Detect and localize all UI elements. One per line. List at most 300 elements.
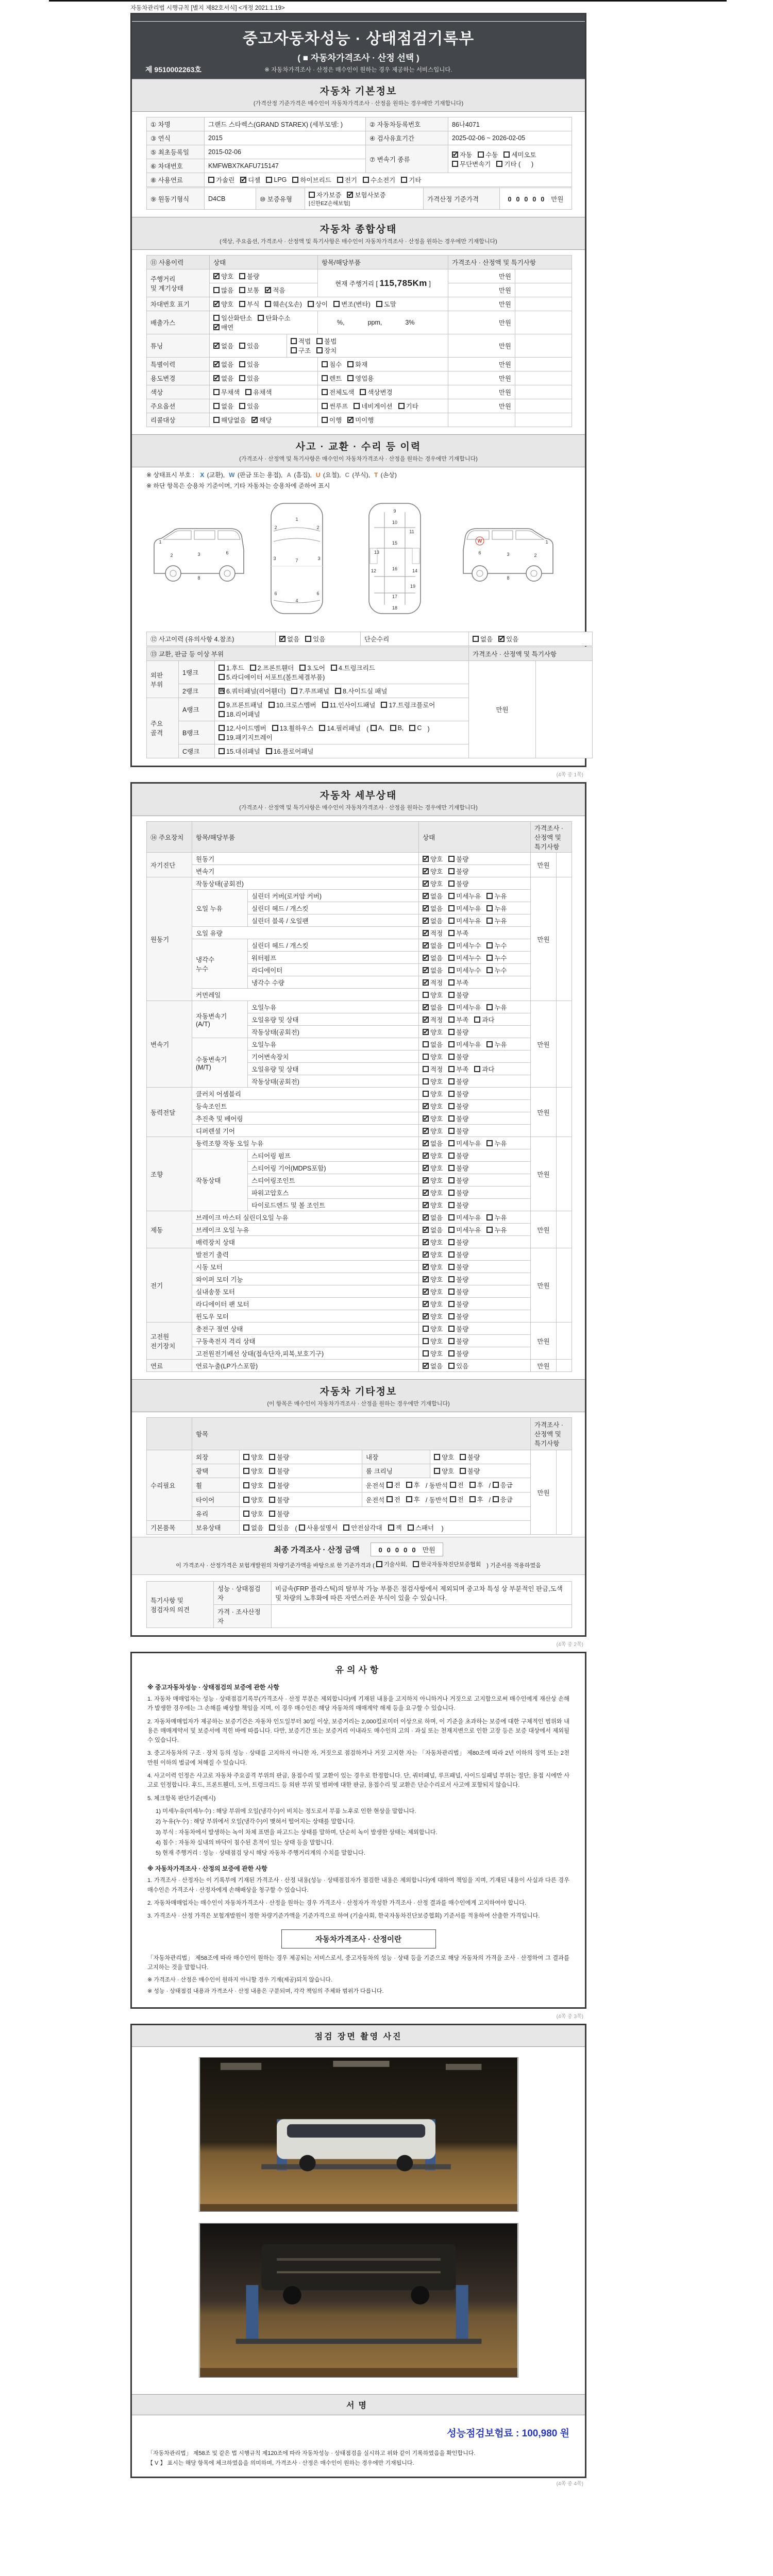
- checkbox-box[interactable]: [423, 1301, 429, 1307]
- checkbox-양호[interactable]: [243, 1452, 263, 1462]
- checkbox-양호[interactable]: [243, 1509, 263, 1518]
- checkbox-미세누수[interactable]: [448, 941, 481, 950]
- checkbox-box[interactable]: [251, 417, 258, 423]
- checkbox-box[interactable]: [423, 868, 429, 874]
- checkbox-양호[interactable]: [423, 867, 443, 876]
- checkbox-box[interactable]: [423, 1054, 429, 1060]
- checkbox-box[interactable]: [423, 1338, 429, 1344]
- checkbox-box[interactable]: [448, 1103, 455, 1109]
- checkbox-미세누유[interactable]: [448, 1225, 481, 1234]
- checkbox-box[interactable]: [243, 1468, 249, 1474]
- checkbox-스패너[interactable]: [408, 1523, 434, 1532]
- checkbox-양호[interactable]: [243, 1481, 263, 1490]
- checkbox-box[interactable]: [486, 955, 493, 961]
- checkbox-box[interactable]: [423, 1202, 429, 1208]
- checkbox-17.트렁크플로어[interactable]: [381, 700, 435, 709]
- checkbox-box[interactable]: [423, 1115, 429, 1122]
- checkbox-8.사이드실 패널[interactable]: [335, 686, 387, 696]
- checkbox-box[interactable]: [347, 417, 354, 423]
- checkbox-네비게이션[interactable]: [354, 401, 392, 411]
- checkbox-미이행[interactable]: [347, 415, 374, 425]
- checkbox-box[interactable]: [496, 161, 502, 167]
- checkbox-양호[interactable]: [423, 1151, 443, 1160]
- checkbox-box[interactable]: [434, 1454, 440, 1460]
- checkbox-box[interactable]: [239, 375, 245, 381]
- checkbox-box[interactable]: [299, 1524, 305, 1531]
- checkbox-불량[interactable]: [448, 1101, 468, 1111]
- checkbox-box[interactable]: [347, 192, 353, 198]
- checkbox-9.프론트패널[interactable]: [219, 700, 263, 709]
- checkbox-box[interactable]: [486, 905, 493, 911]
- checkbox-box[interactable]: [503, 151, 510, 158]
- checkbox-box[interactable]: [474, 1066, 480, 1072]
- checkbox-부족[interactable]: [448, 928, 468, 938]
- checkbox-box[interactable]: [448, 967, 455, 973]
- checkbox-불량[interactable]: [269, 1481, 289, 1490]
- checkbox-후[interactable]: [469, 1495, 483, 1504]
- checkbox-일산화탄소[interactable]: [213, 313, 252, 323]
- checkbox-box[interactable]: [423, 1350, 429, 1357]
- checkbox-불량[interactable]: [448, 1349, 468, 1358]
- checkbox-양호[interactable]: [423, 1052, 443, 1061]
- checkbox-매연[interactable]: [213, 323, 233, 332]
- checkbox-box[interactable]: [269, 1511, 275, 1517]
- checkbox-양호[interactable]: [423, 1312, 443, 1321]
- checkbox-box[interactable]: [423, 1029, 429, 1035]
- checkbox-box[interactable]: [423, 992, 429, 998]
- checkbox-box[interactable]: [423, 1190, 429, 1196]
- checkbox-box[interactable]: [213, 375, 220, 381]
- checkbox-잭[interactable]: [388, 1523, 402, 1532]
- checkbox-box[interactable]: [239, 343, 245, 349]
- checkbox-box[interactable]: [258, 315, 264, 321]
- checkbox-전[interactable]: [386, 1495, 400, 1504]
- checkbox-box[interactable]: [309, 192, 315, 198]
- checkbox-box[interactable]: [305, 636, 311, 642]
- checkbox-상이[interactable]: [308, 299, 328, 309]
- checkbox-양호[interactable]: [423, 1299, 443, 1309]
- checkbox-불량[interactable]: [448, 1299, 468, 1309]
- checkbox-10.크로스멤버[interactable]: [268, 700, 316, 709]
- checkbox-box[interactable]: [450, 1482, 456, 1488]
- checkbox-box[interactable]: [448, 1091, 455, 1097]
- checkbox-box[interactable]: [486, 1214, 493, 1221]
- checkbox-box[interactable]: [213, 343, 220, 349]
- checkbox-양호[interactable]: [423, 1349, 443, 1358]
- checkbox-box[interactable]: [448, 1029, 455, 1035]
- checkbox-5.라디에이터 서포트(볼트체결부품)[interactable]: [219, 672, 325, 682]
- checkbox-box[interactable]: [434, 1468, 440, 1474]
- checkbox-box[interactable]: [486, 967, 493, 973]
- checkbox-box[interactable]: [322, 403, 328, 409]
- checkbox-box[interactable]: [423, 1128, 429, 1134]
- checkbox-양호[interactable]: [423, 1336, 443, 1346]
- checkbox-box[interactable]: [371, 725, 377, 731]
- checkbox-2.프론트휀더[interactable]: [250, 663, 294, 672]
- checkbox-불량[interactable]: [269, 1466, 289, 1476]
- checkbox-box[interactable]: [388, 1524, 394, 1531]
- checkbox-해당없음[interactable]: [213, 415, 246, 425]
- checkbox-양호[interactable]: [423, 1250, 443, 1259]
- checkbox-양호[interactable]: [423, 1262, 443, 1272]
- checkbox-적정[interactable]: [423, 1015, 443, 1024]
- checkbox-box[interactable]: [423, 1091, 429, 1097]
- checkbox-box[interactable]: [269, 1497, 275, 1503]
- checkbox-box[interactable]: [423, 942, 429, 948]
- checkbox-box[interactable]: [331, 665, 337, 671]
- checkbox-box[interactable]: [448, 1251, 455, 1258]
- checkbox-box[interactable]: [269, 1468, 275, 1474]
- checkbox-적정[interactable]: [423, 928, 443, 938]
- checkbox-box[interactable]: [213, 273, 220, 279]
- checkbox-box[interactable]: [390, 725, 396, 731]
- checkbox-없음[interactable]: [423, 1040, 443, 1049]
- checkbox-불량[interactable]: [448, 1027, 468, 1037]
- checkbox-box[interactable]: [406, 1482, 412, 1488]
- checkbox-box[interactable]: [239, 403, 245, 409]
- checkbox-가솔린[interactable]: [208, 175, 234, 184]
- checkbox-box[interactable]: [239, 287, 245, 293]
- checkbox-box[interactable]: [423, 1140, 429, 1146]
- checkbox-불량[interactable]: [448, 1287, 468, 1296]
- checkbox-불량[interactable]: [269, 1509, 289, 1518]
- checkbox-box[interactable]: [322, 361, 328, 367]
- checkbox-box[interactable]: [376, 301, 382, 307]
- checkbox-box[interactable]: [279, 636, 285, 642]
- checkbox-수소전기[interactable]: [363, 175, 395, 184]
- checkbox-양호[interactable]: [423, 1287, 443, 1296]
- checkbox-있음[interactable]: [305, 634, 325, 643]
- checkbox-box[interactable]: [213, 389, 220, 395]
- checkbox-불량[interactable]: [448, 867, 468, 876]
- checkbox-box[interactable]: [493, 1482, 499, 1488]
- checkbox-불량[interactable]: [448, 1052, 468, 1061]
- checkbox-13.휠하우스[interactable]: [272, 723, 314, 733]
- checkbox-불량[interactable]: [448, 990, 468, 999]
- checkbox-box[interactable]: [448, 1326, 455, 1332]
- checkbox-보통[interactable]: [239, 285, 259, 295]
- checkbox-11.인사이드패널[interactable]: [322, 700, 376, 709]
- checkbox-전[interactable]: [386, 1480, 400, 1489]
- checkbox-box[interactable]: [448, 1338, 455, 1344]
- checkbox-box[interactable]: [322, 375, 328, 381]
- checkbox-box[interactable]: [343, 1524, 349, 1531]
- checkbox-전[interactable]: [450, 1480, 464, 1489]
- checkbox-불량[interactable]: [448, 1077, 468, 1086]
- checkbox-box[interactable]: [423, 918, 429, 924]
- checkbox-LPG[interactable]: [266, 176, 287, 183]
- checkbox-없음[interactable]: [279, 634, 299, 643]
- checkbox-box[interactable]: [423, 1041, 429, 1047]
- checkbox-box[interactable]: [363, 177, 369, 183]
- checkbox-불량[interactable]: [269, 1495, 289, 1504]
- checkbox-box[interactable]: [448, 992, 455, 998]
- checkbox-탄화수소[interactable]: [258, 313, 290, 323]
- checkbox-box[interactable]: [448, 1016, 455, 1023]
- checkbox-없음[interactable]: [423, 891, 443, 901]
- checkbox-사용설명서[interactable]: [299, 1523, 338, 1532]
- checkbox-box[interactable]: [322, 417, 328, 423]
- checkbox-없음[interactable]: [423, 1225, 443, 1234]
- checkbox-box[interactable]: [266, 177, 272, 183]
- checkbox-많음[interactable]: [213, 285, 233, 295]
- checkbox-box[interactable]: [409, 725, 415, 731]
- checkbox-없음[interactable]: [423, 1361, 443, 1370]
- checkbox-양호[interactable]: [423, 1324, 443, 1333]
- checkbox-보험사보증[interactable]: [347, 190, 385, 199]
- checkbox-box[interactable]: [243, 1454, 249, 1460]
- checkbox-기타 ( )[interactable]: [496, 159, 533, 168]
- checkbox-box[interactable]: [486, 942, 493, 948]
- checkbox-안전삼각대[interactable]: [343, 1523, 382, 1532]
- checkbox-없음[interactable]: [213, 401, 233, 411]
- checkbox-box[interactable]: [448, 1301, 455, 1307]
- checkbox-불량[interactable]: [448, 1324, 468, 1333]
- checkbox-불량[interactable]: [448, 1336, 468, 1346]
- checkbox-box[interactable]: [219, 674, 225, 680]
- checkbox-box[interactable]: [423, 1239, 429, 1245]
- checkbox-응급[interactable]: [493, 1480, 513, 1489]
- checkbox-3.도어[interactable]: [299, 663, 325, 672]
- checkbox-불량[interactable]: [448, 1126, 468, 1136]
- checkbox-box[interactable]: [423, 1004, 429, 1010]
- checkbox-불량[interactable]: [448, 1163, 468, 1173]
- checkbox-부족[interactable]: [448, 1064, 468, 1074]
- checkbox-box[interactable]: [347, 375, 354, 381]
- checkbox-있음[interactable]: [239, 360, 259, 369]
- checkbox-19.패키지트레이[interactable]: [219, 733, 273, 742]
- checkbox-box[interactable]: [245, 389, 251, 395]
- checkbox-box[interactable]: [448, 918, 455, 924]
- checkbox-없음[interactable]: [213, 374, 233, 383]
- checkbox-미세누유[interactable]: [448, 1139, 481, 1148]
- checkbox-유채색[interactable]: [245, 387, 272, 397]
- checkbox-box[interactable]: [478, 151, 484, 158]
- checkbox-box[interactable]: [423, 979, 429, 986]
- checkbox-과다[interactable]: [474, 1064, 494, 1074]
- checkbox-box[interactable]: [381, 702, 387, 708]
- checkbox-양호[interactable]: [434, 1452, 454, 1462]
- checkbox-미세누수[interactable]: [448, 953, 481, 962]
- checkbox-box[interactable]: [448, 1264, 455, 1270]
- checkbox-양호[interactable]: [423, 1275, 443, 1284]
- checkbox-없음[interactable]: [213, 341, 233, 350]
- checkbox-기타[interactable]: [398, 401, 418, 411]
- checkbox-없음[interactable]: [473, 634, 493, 643]
- checkbox-box[interactable]: [316, 338, 323, 344]
- checkbox-적법[interactable]: [291, 336, 311, 346]
- checkbox-기타[interactable]: [401, 175, 421, 184]
- checkbox-box[interactable]: [219, 711, 225, 717]
- checkbox-box[interactable]: [213, 324, 220, 330]
- checkbox-미세누유[interactable]: [448, 904, 481, 913]
- checkbox-box[interactable]: [322, 702, 328, 708]
- checkbox-box[interactable]: [493, 1496, 499, 1502]
- checkbox-box[interactable]: [423, 1276, 429, 1282]
- checkbox-box[interactable]: [269, 1524, 275, 1531]
- checkbox-box[interactable]: [265, 301, 271, 307]
- checkbox-12.사이드멤버[interactable]: [219, 723, 266, 733]
- checkbox-box[interactable]: [423, 893, 429, 899]
- checkbox-침수[interactable]: [322, 360, 342, 369]
- checkbox-전[interactable]: [450, 1495, 464, 1504]
- checkbox-없음[interactable]: [423, 965, 443, 975]
- checkbox-응급[interactable]: [493, 1495, 513, 1504]
- checkbox-양호[interactable]: [434, 1466, 454, 1476]
- checkbox-box[interactable]: [354, 403, 360, 409]
- checkbox-box[interactable]: [448, 979, 455, 986]
- checkbox-도말[interactable]: [376, 299, 396, 309]
- checkbox-box[interactable]: [213, 287, 220, 293]
- checkbox-구조[interactable]: [291, 346, 311, 355]
- checkbox-box[interactable]: [486, 1140, 493, 1146]
- checkbox-양호[interactable]: [423, 879, 443, 888]
- checkbox-box[interactable]: [386, 1482, 393, 1488]
- checkbox-box[interactable]: [423, 1289, 429, 1295]
- checkbox-box[interactable]: [448, 1289, 455, 1295]
- checkbox-불량[interactable]: [460, 1466, 480, 1476]
- checkbox-box[interactable]: [386, 1496, 393, 1502]
- checkbox-6.쿼터패널(리어휀더)[interactable]: [219, 686, 285, 696]
- checkbox-box[interactable]: [448, 1239, 455, 1245]
- checkbox-불법[interactable]: [316, 336, 337, 346]
- checkbox-box[interactable]: [486, 1041, 493, 1047]
- checkbox-미세누유[interactable]: [448, 916, 481, 925]
- checkbox-box[interactable]: [423, 930, 429, 936]
- checkbox-box[interactable]: [473, 636, 479, 642]
- checkbox-box[interactable]: [423, 856, 429, 862]
- checkbox-box[interactable]: [423, 1153, 429, 1159]
- checkbox-box[interactable]: [291, 338, 297, 344]
- checkbox-box[interactable]: [448, 856, 455, 862]
- checkbox-box[interactable]: [423, 1177, 429, 1183]
- checkbox-box[interactable]: [448, 942, 455, 948]
- checkbox-box[interactable]: [239, 361, 245, 367]
- checkbox-box[interactable]: [452, 151, 458, 158]
- checkbox-썬루프[interactable]: [322, 401, 348, 411]
- checkbox-box[interactable]: [269, 1482, 275, 1488]
- checkbox-box[interactable]: [239, 273, 245, 279]
- checkbox-미세누유[interactable]: [448, 1213, 481, 1222]
- checkbox-box[interactable]: [486, 1227, 493, 1233]
- checkbox-box[interactable]: [239, 301, 245, 307]
- checkbox-있음[interactable]: [498, 634, 518, 643]
- checkbox-A,[interactable]: [371, 724, 384, 732]
- checkbox-box[interactable]: [219, 665, 225, 671]
- checkbox-양호[interactable]: [213, 272, 233, 281]
- checkbox-양호[interactable]: [423, 1126, 443, 1136]
- checkbox-box[interactable]: [423, 1363, 429, 1369]
- checkbox-변조(변타)[interactable]: [333, 299, 371, 309]
- checkbox-없음[interactable]: [423, 904, 443, 913]
- checkbox-box[interactable]: [308, 301, 314, 307]
- checkbox-렌트[interactable]: [322, 374, 342, 383]
- checkbox-box[interactable]: [423, 955, 429, 961]
- checkbox-box[interactable]: [486, 918, 493, 924]
- checkbox-box[interactable]: [450, 1496, 456, 1502]
- checkbox-box[interactable]: [376, 1561, 382, 1567]
- checkbox-box[interactable]: [452, 161, 458, 167]
- checkbox-누유[interactable]: [486, 1003, 507, 1012]
- checkbox-box[interactable]: [272, 725, 278, 731]
- checkbox-양호[interactable]: [423, 1238, 443, 1247]
- checkbox-있음[interactable]: [269, 1523, 289, 1532]
- checkbox-있음[interactable]: [239, 374, 259, 383]
- checkbox-적정[interactable]: [423, 1064, 443, 1074]
- w-mark-icon[interactable]: [219, 688, 225, 694]
- checkbox-불량[interactable]: [239, 272, 259, 281]
- checkbox-box[interactable]: [448, 905, 455, 911]
- checkbox-불량[interactable]: [269, 1452, 289, 1462]
- checkbox-한국자동차진단보증협회[interactable]: [413, 1560, 481, 1568]
- checkbox-box[interactable]: [243, 1482, 249, 1488]
- checkbox-불량[interactable]: [448, 1114, 468, 1123]
- checkbox-box[interactable]: [299, 665, 306, 671]
- checkbox-미세누유[interactable]: [448, 1003, 481, 1012]
- checkbox-box[interactable]: [448, 930, 455, 936]
- checkbox-없음[interactable]: [423, 1003, 443, 1012]
- checkbox-양호[interactable]: [423, 1089, 443, 1098]
- checkbox-box[interactable]: [423, 1103, 429, 1109]
- checkbox-15.대쉬패널[interactable]: [219, 747, 260, 756]
- checkbox-box[interactable]: [423, 1214, 429, 1221]
- checkbox-box[interactable]: [448, 1202, 455, 1208]
- checkbox-box[interactable]: [322, 389, 328, 395]
- checkbox-양호[interactable]: [423, 1188, 443, 1197]
- checkbox-하이브리드[interactable]: [292, 175, 331, 184]
- checkbox-누수[interactable]: [486, 953, 507, 962]
- checkbox-미세누수[interactable]: [448, 965, 481, 975]
- checkbox-없음[interactable]: [243, 1523, 263, 1532]
- checkbox-box[interactable]: [423, 1264, 429, 1270]
- checkbox-box[interactable]: [448, 1066, 455, 1072]
- checkbox-box[interactable]: [423, 967, 429, 973]
- checkbox-자동[interactable]: [452, 150, 472, 159]
- checkbox-box[interactable]: [213, 315, 220, 321]
- checkbox-box[interactable]: [219, 734, 225, 740]
- checkbox-누유[interactable]: [486, 891, 507, 901]
- checkbox-누수[interactable]: [486, 965, 507, 975]
- checkbox-무단변속기[interactable]: [452, 159, 491, 168]
- checkbox-양호[interactable]: [423, 1077, 443, 1086]
- checkbox-box[interactable]: [316, 347, 323, 353]
- checkbox-box[interactable]: [423, 1078, 429, 1084]
- checkbox-없음[interactable]: [213, 360, 233, 369]
- checkbox-box[interactable]: [448, 1227, 455, 1233]
- checkbox-box[interactable]: [291, 688, 297, 694]
- checkbox-부족[interactable]: [448, 1015, 468, 1024]
- checkbox-box[interactable]: [213, 361, 220, 367]
- checkbox-수동[interactable]: [478, 150, 498, 159]
- checkbox-box[interactable]: [243, 1497, 249, 1503]
- checkbox-box[interactable]: [333, 301, 340, 307]
- checkbox-box[interactable]: [448, 1115, 455, 1122]
- checkbox-box[interactable]: [347, 361, 354, 367]
- checkbox-4.트렁크리드[interactable]: [331, 663, 375, 672]
- checkbox-box[interactable]: [460, 1454, 466, 1460]
- checkbox-누유[interactable]: [486, 1213, 507, 1222]
- checkbox-없음[interactable]: [423, 953, 443, 962]
- checkbox-box[interactable]: [486, 1004, 493, 1010]
- checkbox-양호[interactable]: [423, 1176, 443, 1185]
- checkbox-양호[interactable]: [243, 1466, 263, 1476]
- checkbox-이행[interactable]: [322, 415, 342, 425]
- checkbox-box[interactable]: [250, 665, 256, 671]
- checkbox-누수[interactable]: [486, 941, 507, 950]
- checkbox-box[interactable]: [401, 177, 407, 183]
- checkbox-box[interactable]: [219, 725, 225, 731]
- checkbox-box[interactable]: [448, 880, 455, 887]
